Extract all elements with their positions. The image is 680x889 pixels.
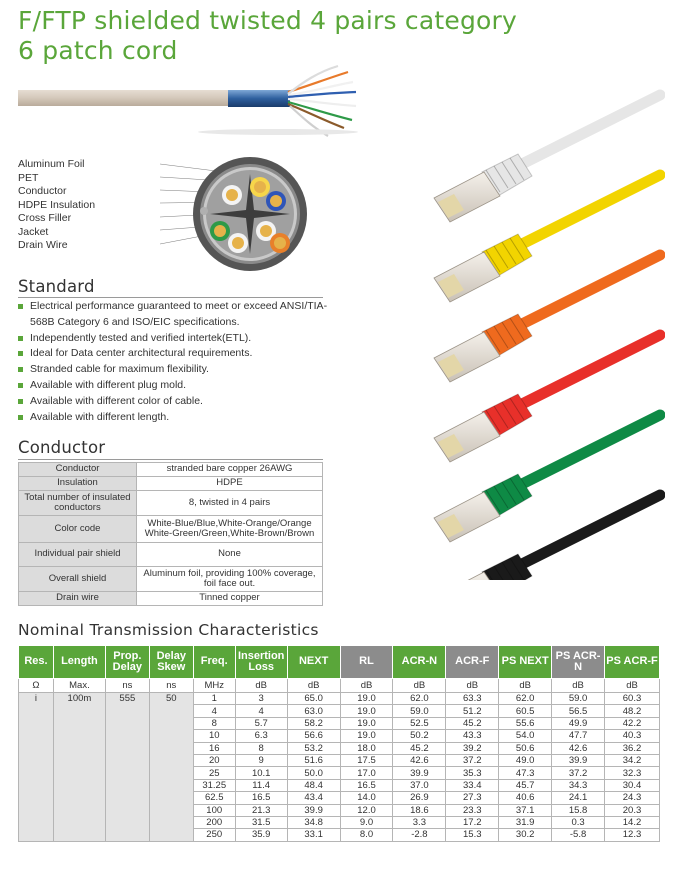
table-cell: 55.6 — [499, 717, 552, 729]
table-cell: 200 — [193, 816, 235, 828]
transmission-table — [18, 645, 660, 842]
standard-divider — [18, 297, 323, 298]
list-item: Available with different color of cable. — [18, 394, 348, 410]
table-cell: None — [137, 543, 323, 567]
table-cell: 25 — [193, 767, 235, 779]
table-cell: 62.0 — [499, 693, 552, 705]
table-cell: Overall shield — [19, 567, 137, 592]
table-row — [19, 463, 323, 477]
table-cell: 34.2 — [605, 754, 660, 766]
table-cell: 39.9 — [393, 767, 446, 779]
table-cell: 58.2 — [287, 717, 340, 729]
table-cell: 43.4 — [287, 792, 340, 804]
table-cell: 1 — [193, 693, 235, 705]
table-row — [19, 543, 323, 567]
col-header: PS ACR-F — [605, 646, 660, 679]
table-cell: 3 — [235, 693, 287, 705]
table-cell: 31.9 — [499, 816, 552, 828]
table-cell: 32.3 — [605, 767, 660, 779]
unit-cell: dB — [605, 679, 660, 693]
table-cell: Color code — [19, 516, 137, 543]
table-cell: 15.3 — [446, 829, 499, 841]
table-cell: 31.5 — [235, 816, 287, 828]
table-cell: 50.6 — [499, 742, 552, 754]
table-row — [19, 592, 323, 606]
col-header: Length — [53, 646, 105, 679]
table-cell: 51.2 — [446, 705, 499, 717]
table-cell: 4 — [193, 705, 235, 717]
conductor-divider — [18, 459, 323, 460]
table-cell: 20 — [193, 754, 235, 766]
table-cell: 17.0 — [340, 767, 393, 779]
table-cell: 52.5 — [393, 717, 446, 729]
table-cell: 19.0 — [340, 705, 393, 717]
table-cell: 39.2 — [446, 742, 499, 754]
table-cell: 60.5 — [499, 705, 552, 717]
table-cell: 3.3 — [393, 816, 446, 828]
unit-cell: dB — [287, 679, 340, 693]
table-cell: 48.2 — [605, 705, 660, 717]
standard-heading: Standard — [18, 277, 95, 296]
table-cell: 45.2 — [393, 742, 446, 754]
table-row — [19, 516, 323, 543]
table-cell: 16 — [193, 742, 235, 754]
unit-cell: dB — [446, 679, 499, 693]
table-cell: -2.8 — [393, 829, 446, 841]
table-cell: 54.0 — [499, 730, 552, 742]
col-header: RL — [340, 646, 393, 679]
list-item: Electrical performance guaranteed to meet or exceed ANSI/TIA-568B Category 6 and ISO/EIC specifications. — [18, 299, 348, 331]
table-cell: 12.3 — [605, 829, 660, 841]
table-cell: 60.3 — [605, 693, 660, 705]
unit-cell: Max. — [53, 679, 105, 693]
table-cell: 17.5 — [340, 754, 393, 766]
list-item: Independently tested and verified intertek(ETL). — [18, 331, 348, 347]
table-cell: 45.2 — [446, 717, 499, 729]
table-cell: 19.0 — [340, 717, 393, 729]
label-aluminum-foil: Aluminum Foil — [18, 158, 85, 170]
table-cell: 8 — [235, 742, 287, 754]
table-cell: 47.7 — [552, 730, 605, 742]
table-cell: 59.0 — [552, 693, 605, 705]
table-cell: 20.3 — [605, 804, 660, 816]
table-cell: 14.0 — [340, 792, 393, 804]
table-row — [19, 477, 323, 491]
table-cell: 30.4 — [605, 779, 660, 791]
col-header: PS ACR-N — [552, 646, 605, 679]
table-cell: 4 — [235, 705, 287, 717]
table-cell: 40.6 — [499, 792, 552, 804]
table-cell: 42.6 — [393, 754, 446, 766]
table-cell: 8 — [193, 717, 235, 729]
table-cell: 21.3 — [235, 804, 287, 816]
table-cell: 50.0 — [287, 767, 340, 779]
table-cell: 18.0 — [340, 742, 393, 754]
table-cell: 10 — [193, 730, 235, 742]
table-cell: 33.4 — [446, 779, 499, 791]
table-cell: 37.2 — [446, 754, 499, 766]
col-header: ACR-F — [446, 646, 499, 679]
table-cell: 11.4 — [235, 779, 287, 791]
conductor-table — [18, 462, 323, 606]
list-item: Ideal for Data center architectural requirements. — [18, 346, 348, 362]
unit-cell: ns — [149, 679, 193, 693]
table-cell: 16.5 — [340, 779, 393, 791]
table-cell: 19.0 — [340, 693, 393, 705]
table-cell: 10.1 — [235, 767, 287, 779]
table-units-row — [19, 679, 660, 693]
table-cell: 250 — [193, 829, 235, 841]
table-cell: HDPE — [137, 477, 323, 491]
page-title: F/FTP shielded twisted 4 pairs category 6 patch cord — [18, 6, 517, 65]
table-cell: 43.3 — [446, 730, 499, 742]
unit-cell: dB — [552, 679, 605, 693]
col-header: NEXT — [287, 646, 340, 679]
table-cell: stranded bare copper 26AWG — [137, 463, 323, 477]
table-cell: 63.3 — [446, 693, 499, 705]
cross-section-labels — [18, 158, 178, 253]
table-cell: 65.0 — [287, 693, 340, 705]
patch-cord-photos — [420, 80, 665, 580]
table-cell: 26.9 — [393, 792, 446, 804]
table-cell: 555 — [105, 693, 149, 842]
list-item: Stranded cable for maximum flexibility. — [18, 362, 348, 378]
table-cell: i — [19, 693, 54, 842]
label-pet: PET — [18, 171, 39, 184]
list-item: Available with different plug mold. — [18, 378, 348, 394]
unit-cell: dB — [340, 679, 393, 693]
table-cell: 17.2 — [446, 816, 499, 828]
col-header: ACR-N — [393, 646, 446, 679]
unit-cell: Ω — [19, 679, 54, 693]
table-cell: 59.0 — [393, 705, 446, 717]
table-cell: 47.3 — [499, 767, 552, 779]
table-cell: 27.3 — [446, 792, 499, 804]
table-cell: 42.2 — [605, 717, 660, 729]
table-cell: 24.1 — [552, 792, 605, 804]
table-cell: 62.5 — [193, 792, 235, 804]
table-cell: 50 — [149, 693, 193, 842]
unit-cell: ns — [105, 679, 149, 693]
cable-cross-section — [160, 155, 310, 273]
table-cell: 48.4 — [287, 779, 340, 791]
table-cell: 23.3 — [446, 804, 499, 816]
table-cell: 63.0 — [287, 705, 340, 717]
table-cell: 35.9 — [235, 829, 287, 841]
table-cell: 18.6 — [393, 804, 446, 816]
table-cell: 56.6 — [287, 730, 340, 742]
table-cell: 0.3 — [552, 816, 605, 828]
table-cell: Drain wire — [19, 592, 137, 606]
table-cell: 30.2 — [499, 829, 552, 841]
col-header: PS NEXT — [499, 646, 552, 679]
table-cell: 37.2 — [552, 767, 605, 779]
table-cell: -5.8 — [552, 829, 605, 841]
table-cell: Tinned copper — [137, 592, 323, 606]
col-header: Insertion Loss — [235, 646, 287, 679]
table-cell: 8.0 — [340, 829, 393, 841]
table-cell: 51.6 — [287, 754, 340, 766]
table-cell: White-Blue/Blue,White-Orange/Orange White-Green/Green,White-Brown/Brown — [137, 516, 323, 543]
table-cell: 100 — [193, 804, 235, 816]
table-cell: 39.9 — [552, 754, 605, 766]
table-cell: 42.6 — [552, 742, 605, 754]
table-cell: 15.8 — [552, 804, 605, 816]
unit-cell: dB — [235, 679, 287, 693]
table-cell: Aluminum foil, providing 100% coverage, foil face out. — [137, 567, 323, 592]
transmission-heading: Nominal Transmission Characteristics — [18, 621, 319, 639]
table-cell: 34.3 — [552, 779, 605, 791]
table-cell: Total number of insulated conductors — [19, 491, 137, 516]
table-cell: 53.2 — [287, 742, 340, 754]
table-cell: 49.0 — [499, 754, 552, 766]
table-cell: 37.0 — [393, 779, 446, 791]
label-drain-wire: Drain Wire — [18, 239, 68, 251]
label-hdpe-insulation: HDPE Insulation — [18, 198, 96, 211]
table-cell: 9 — [235, 754, 287, 766]
col-header: Prop. Delay — [105, 646, 149, 679]
list-item: Available with different length. — [18, 410, 348, 426]
table-cell: 49.9 — [552, 717, 605, 729]
table-cell: 100m — [53, 693, 105, 842]
table-cell: 6.3 — [235, 730, 287, 742]
table-row — [19, 693, 660, 705]
cable-photo — [18, 62, 363, 142]
table-cell: 12.0 — [340, 804, 393, 816]
conductor-heading: Conductor — [18, 438, 106, 457]
table-row — [19, 491, 323, 516]
table-cell: 19.0 — [340, 730, 393, 742]
unit-cell: dB — [393, 679, 446, 693]
table-cell: 5.7 — [235, 717, 287, 729]
table-cell: 45.7 — [499, 779, 552, 791]
unit-cell: MHz — [193, 679, 235, 693]
table-header-row — [19, 646, 660, 679]
label-jacket: Jacket — [18, 225, 49, 238]
table-cell: 8, twisted in 4 pairs — [137, 491, 323, 516]
table-cell: 56.5 — [552, 705, 605, 717]
table-cell: Insulation — [19, 477, 137, 491]
table-cell: 24.3 — [605, 792, 660, 804]
table-cell: 50.2 — [393, 730, 446, 742]
table-cell: 9.0 — [340, 816, 393, 828]
col-header: Res. — [19, 646, 54, 679]
table-cell: 14.2 — [605, 816, 660, 828]
col-header: Delay Skew — [149, 646, 193, 679]
unit-cell: dB — [499, 679, 552, 693]
standard-list — [18, 299, 348, 425]
table-cell: Conductor — [19, 463, 137, 477]
table-cell: 40.3 — [605, 730, 660, 742]
table-cell: 34.8 — [287, 816, 340, 828]
table-cell: 35.3 — [446, 767, 499, 779]
table-row — [19, 567, 323, 592]
table-cell: 39.9 — [287, 804, 340, 816]
col-header: Freq. — [193, 646, 235, 679]
table-cell: 37.1 — [499, 804, 552, 816]
label-cross-filler: Cross Filler — [18, 212, 72, 224]
table-cell: 16.5 — [235, 792, 287, 804]
table-cell: 36.2 — [605, 742, 660, 754]
table-cell: 62.0 — [393, 693, 446, 705]
patch-cord — [434, 95, 660, 222]
table-cell: Individual pair shield — [19, 543, 137, 567]
table-cell: 33.1 — [287, 829, 340, 841]
table-cell: 31.25 — [193, 779, 235, 791]
label-conductor: Conductor — [18, 185, 67, 197]
